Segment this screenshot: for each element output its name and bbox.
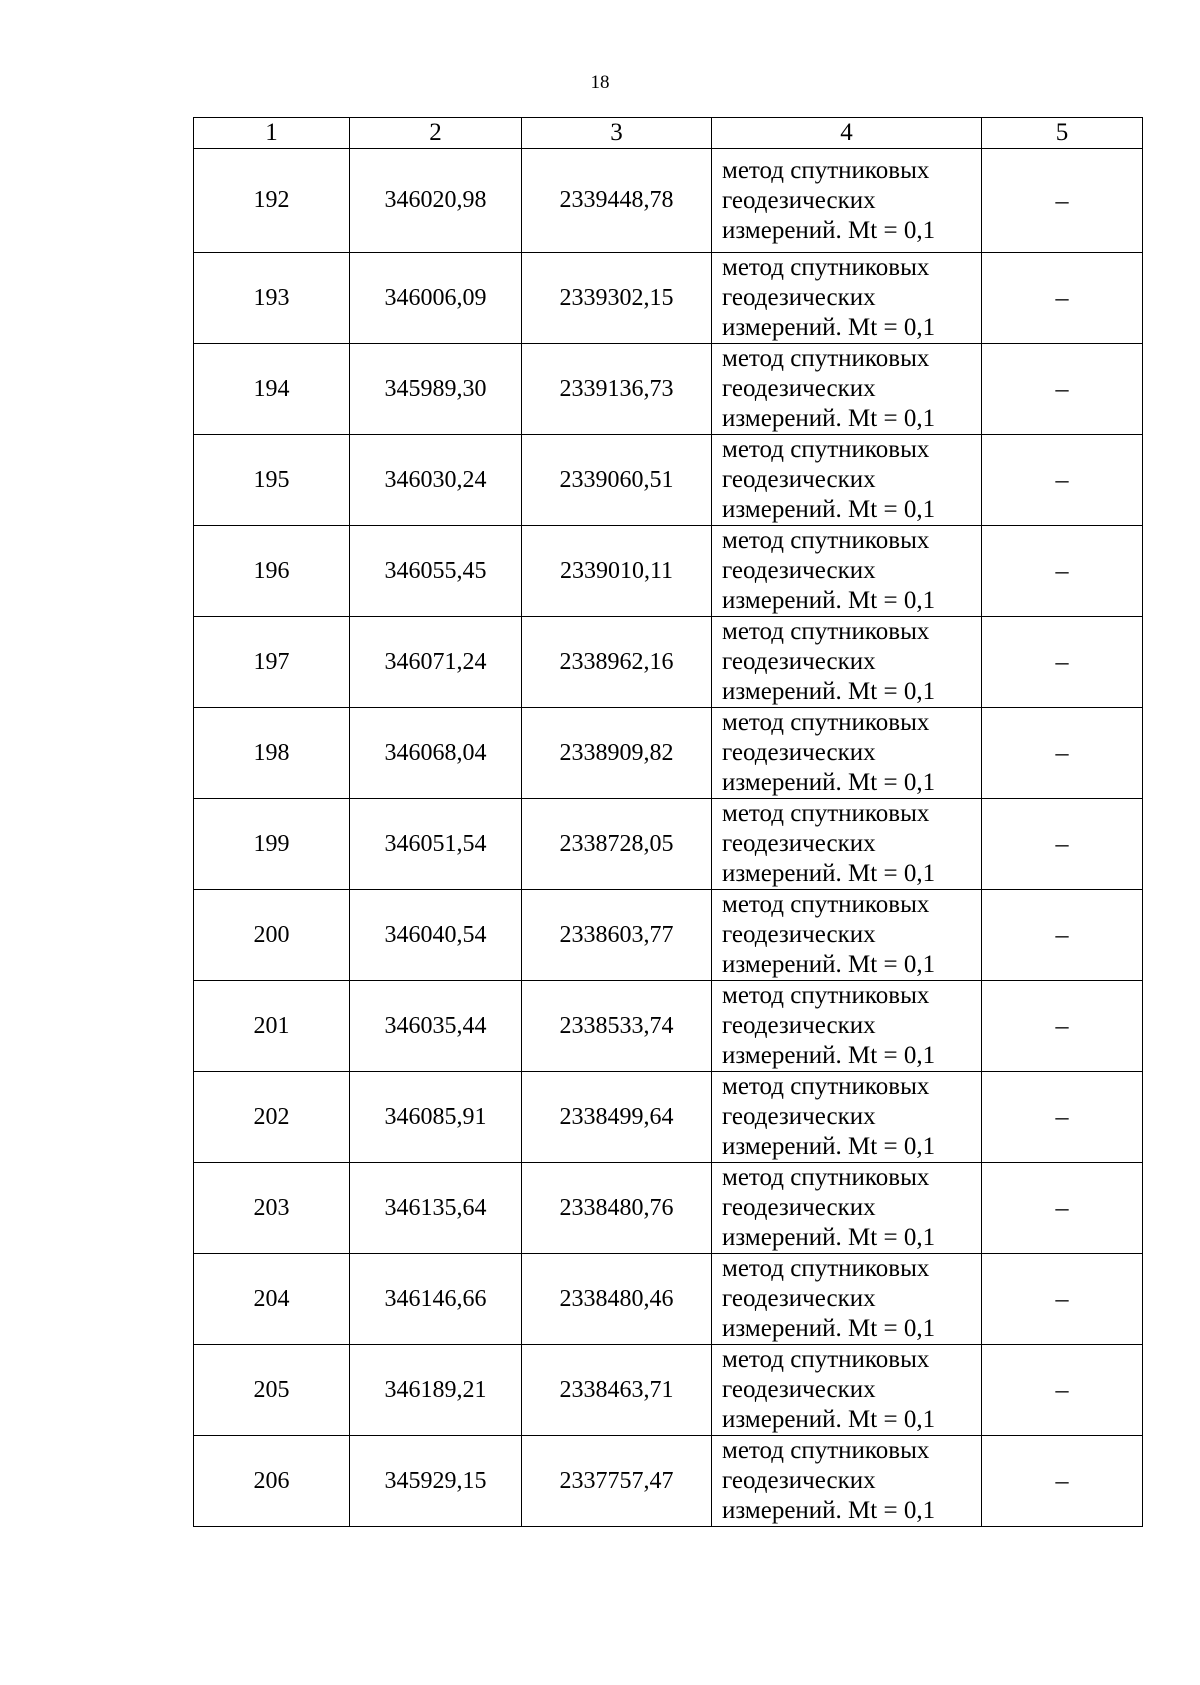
method-cell [712,890,982,981]
point-number-cell: 201 [194,981,350,1072]
method-cell [712,799,982,890]
point-number-cell: 196 [194,526,350,617]
method-line: метод спутниковых [722,800,930,827]
method-line: метод спутниковых [722,436,930,463]
method-line: измерений. Mt = 0,1 [722,1042,936,1069]
note-cell: – [982,435,1143,526]
table-row [194,435,1143,526]
y-coordinate-cell: 2338480,76 [522,1163,712,1254]
note-cell: – [982,344,1143,435]
method-cell [712,981,982,1072]
note-cell: – [982,149,1143,253]
point-number-cell: 198 [194,708,350,799]
method-cell [712,253,982,344]
method-line: геодезических [722,186,876,214]
method-cell [712,526,982,617]
y-coordinate-cell: 2339010,11 [522,526,712,617]
method-line: геодезических [722,1012,876,1039]
point-number-cell: 206 [194,1436,350,1527]
point-number-cell: 192 [194,149,350,253]
method-line: геодезических [722,1376,876,1403]
method-line: геодезических [722,739,876,766]
table-row [194,1163,1143,1254]
note-cell: – [982,253,1143,344]
note-cell: – [982,1436,1143,1527]
table-row [194,526,1143,617]
x-coordinate-cell: 346030,24 [350,435,522,526]
note-cell: – [982,617,1143,708]
method-line: метод спутниковых [722,1255,930,1282]
y-coordinate-cell: 2338463,71 [522,1345,712,1436]
method-line: измерений. Mt = 0,1 [722,1133,936,1160]
note-cell: – [982,526,1143,617]
point-number-cell: 195 [194,435,350,526]
method-line: геодезических [722,1467,876,1494]
x-coordinate-cell: 346071,24 [350,617,522,708]
y-coordinate-cell: 2339136,73 [522,344,712,435]
method-cell [712,435,982,526]
table-row [194,1072,1143,1163]
table-row [194,1345,1143,1436]
y-coordinate-cell: 2339302,15 [522,253,712,344]
column-header-4: 4 [712,118,982,149]
method-line: измерений. Mt = 0,1 [722,860,936,887]
point-number-cell: 205 [194,1345,350,1436]
point-number-cell: 204 [194,1254,350,1345]
x-coordinate-cell: 346035,44 [350,981,522,1072]
point-number-cell: 197 [194,617,350,708]
x-coordinate-cell: 346189,21 [350,1345,522,1436]
y-coordinate-cell: 2337757,47 [522,1436,712,1527]
y-coordinate-cell: 2338728,05 [522,799,712,890]
y-coordinate-cell: 2339060,51 [522,435,712,526]
note-cell: – [982,1163,1143,1254]
x-coordinate-cell: 346040,54 [350,890,522,981]
method-cell [712,1072,982,1163]
note-cell: – [982,799,1143,890]
y-coordinate-cell: 2338909,82 [522,708,712,799]
method-line: измерений. Mt = 0,1 [722,496,936,523]
table-row [194,1254,1143,1345]
coordinates-table [193,117,1143,1527]
column-header-5: 5 [982,118,1143,149]
header-row [194,118,1143,149]
x-coordinate-cell: 346146,66 [350,1254,522,1345]
y-coordinate-cell: 2338603,77 [522,890,712,981]
note-cell: – [982,708,1143,799]
x-coordinate-cell: 346055,45 [350,526,522,617]
y-coordinate-cell: 2338499,64 [522,1072,712,1163]
x-coordinate-cell: 346068,04 [350,708,522,799]
column-header-2: 2 [350,118,522,149]
method-line: измерений. Mt = 0,1 [722,587,936,614]
note-cell: – [982,1254,1143,1345]
method-line: геодезических [722,284,876,311]
y-coordinate-cell: 2338533,74 [522,981,712,1072]
table-header [194,118,1143,149]
table-row [194,799,1143,890]
table-row [194,981,1143,1072]
column-header-1: 1 [194,118,350,149]
method-cell [712,344,982,435]
method-cell [712,617,982,708]
y-coordinate-cell: 2339448,78 [522,149,712,253]
method-line: метод спутниковых [722,709,930,736]
column-header-3: 3 [522,118,712,149]
method-line: геодезических [722,921,876,948]
y-coordinate-cell: 2338480,46 [522,1254,712,1345]
point-number-cell: 199 [194,799,350,890]
method-cell [712,1436,982,1527]
method-cell [712,1254,982,1345]
method-line: геодезических [722,466,876,493]
method-line: измерений. Mt = 0,1 [722,1406,936,1433]
method-line: метод спутниковых [722,1073,930,1100]
table-row [194,253,1143,344]
note-cell: – [982,890,1143,981]
x-coordinate-cell: 346006,09 [350,253,522,344]
method-cell [712,1163,982,1254]
method-cell [712,149,982,253]
method-line: геодезических [722,648,876,675]
method-line: метод спутниковых [722,618,930,645]
method-line: измерений. Mt = 0,1 [722,216,936,244]
note-cell: – [982,981,1143,1072]
point-number-cell: 203 [194,1163,350,1254]
method-line: измерений. Mt = 0,1 [722,678,936,705]
table-row [194,344,1143,435]
note-cell: – [982,1072,1143,1163]
method-line: измерений. Mt = 0,1 [722,951,936,978]
table-row [194,617,1143,708]
method-line: геодезических [722,375,876,402]
method-line: измерений. Mt = 0,1 [722,1315,936,1342]
method-line: метод спутниковых [722,254,930,281]
table-row [194,890,1143,981]
point-number-cell: 193 [194,253,350,344]
method-line: измерений. Mt = 0,1 [722,1224,936,1251]
method-cell [712,708,982,799]
note-cell: – [982,1345,1143,1436]
method-line: метод спутниковых [722,345,930,372]
method-line: метод спутниковых [722,1164,930,1191]
x-coordinate-cell: 346085,91 [350,1072,522,1163]
method-line: геодезических [722,1194,876,1221]
x-coordinate-cell: 345989,30 [350,344,522,435]
method-line: геодезических [722,830,876,857]
method-line: измерений. Mt = 0,1 [722,769,936,796]
method-line: измерений. Mt = 0,1 [722,1497,936,1524]
method-line: метод спутниковых [722,156,930,184]
method-line: геодезических [722,1285,876,1312]
x-coordinate-cell: 346135,64 [350,1163,522,1254]
method-line: геодезических [722,557,876,584]
x-coordinate-cell: 346051,54 [350,799,522,890]
x-coordinate-cell: 345929,15 [350,1436,522,1527]
method-line: метод спутниковых [722,891,930,918]
point-number-cell: 194 [194,344,350,435]
method-line: метод спутниковых [722,982,930,1009]
point-number-cell: 202 [194,1072,350,1163]
x-coordinate-cell: 346020,98 [350,149,522,253]
table-body [194,149,1143,1527]
method-line: измерений. Mt = 0,1 [722,405,936,432]
page-number: 18 [590,72,610,93]
table-row [194,1436,1143,1527]
table-row [194,149,1143,253]
y-coordinate-cell: 2338962,16 [522,617,712,708]
method-cell [712,1345,982,1436]
method-line: метод спутниковых [722,1346,930,1373]
method-line: метод спутниковых [722,527,930,554]
method-line: геодезических [722,1103,876,1130]
method-line: метод спутниковых [722,1437,930,1464]
point-number-cell: 200 [194,890,350,981]
method-line: измерений. Mt = 0,1 [722,314,936,341]
table-row [194,708,1143,799]
